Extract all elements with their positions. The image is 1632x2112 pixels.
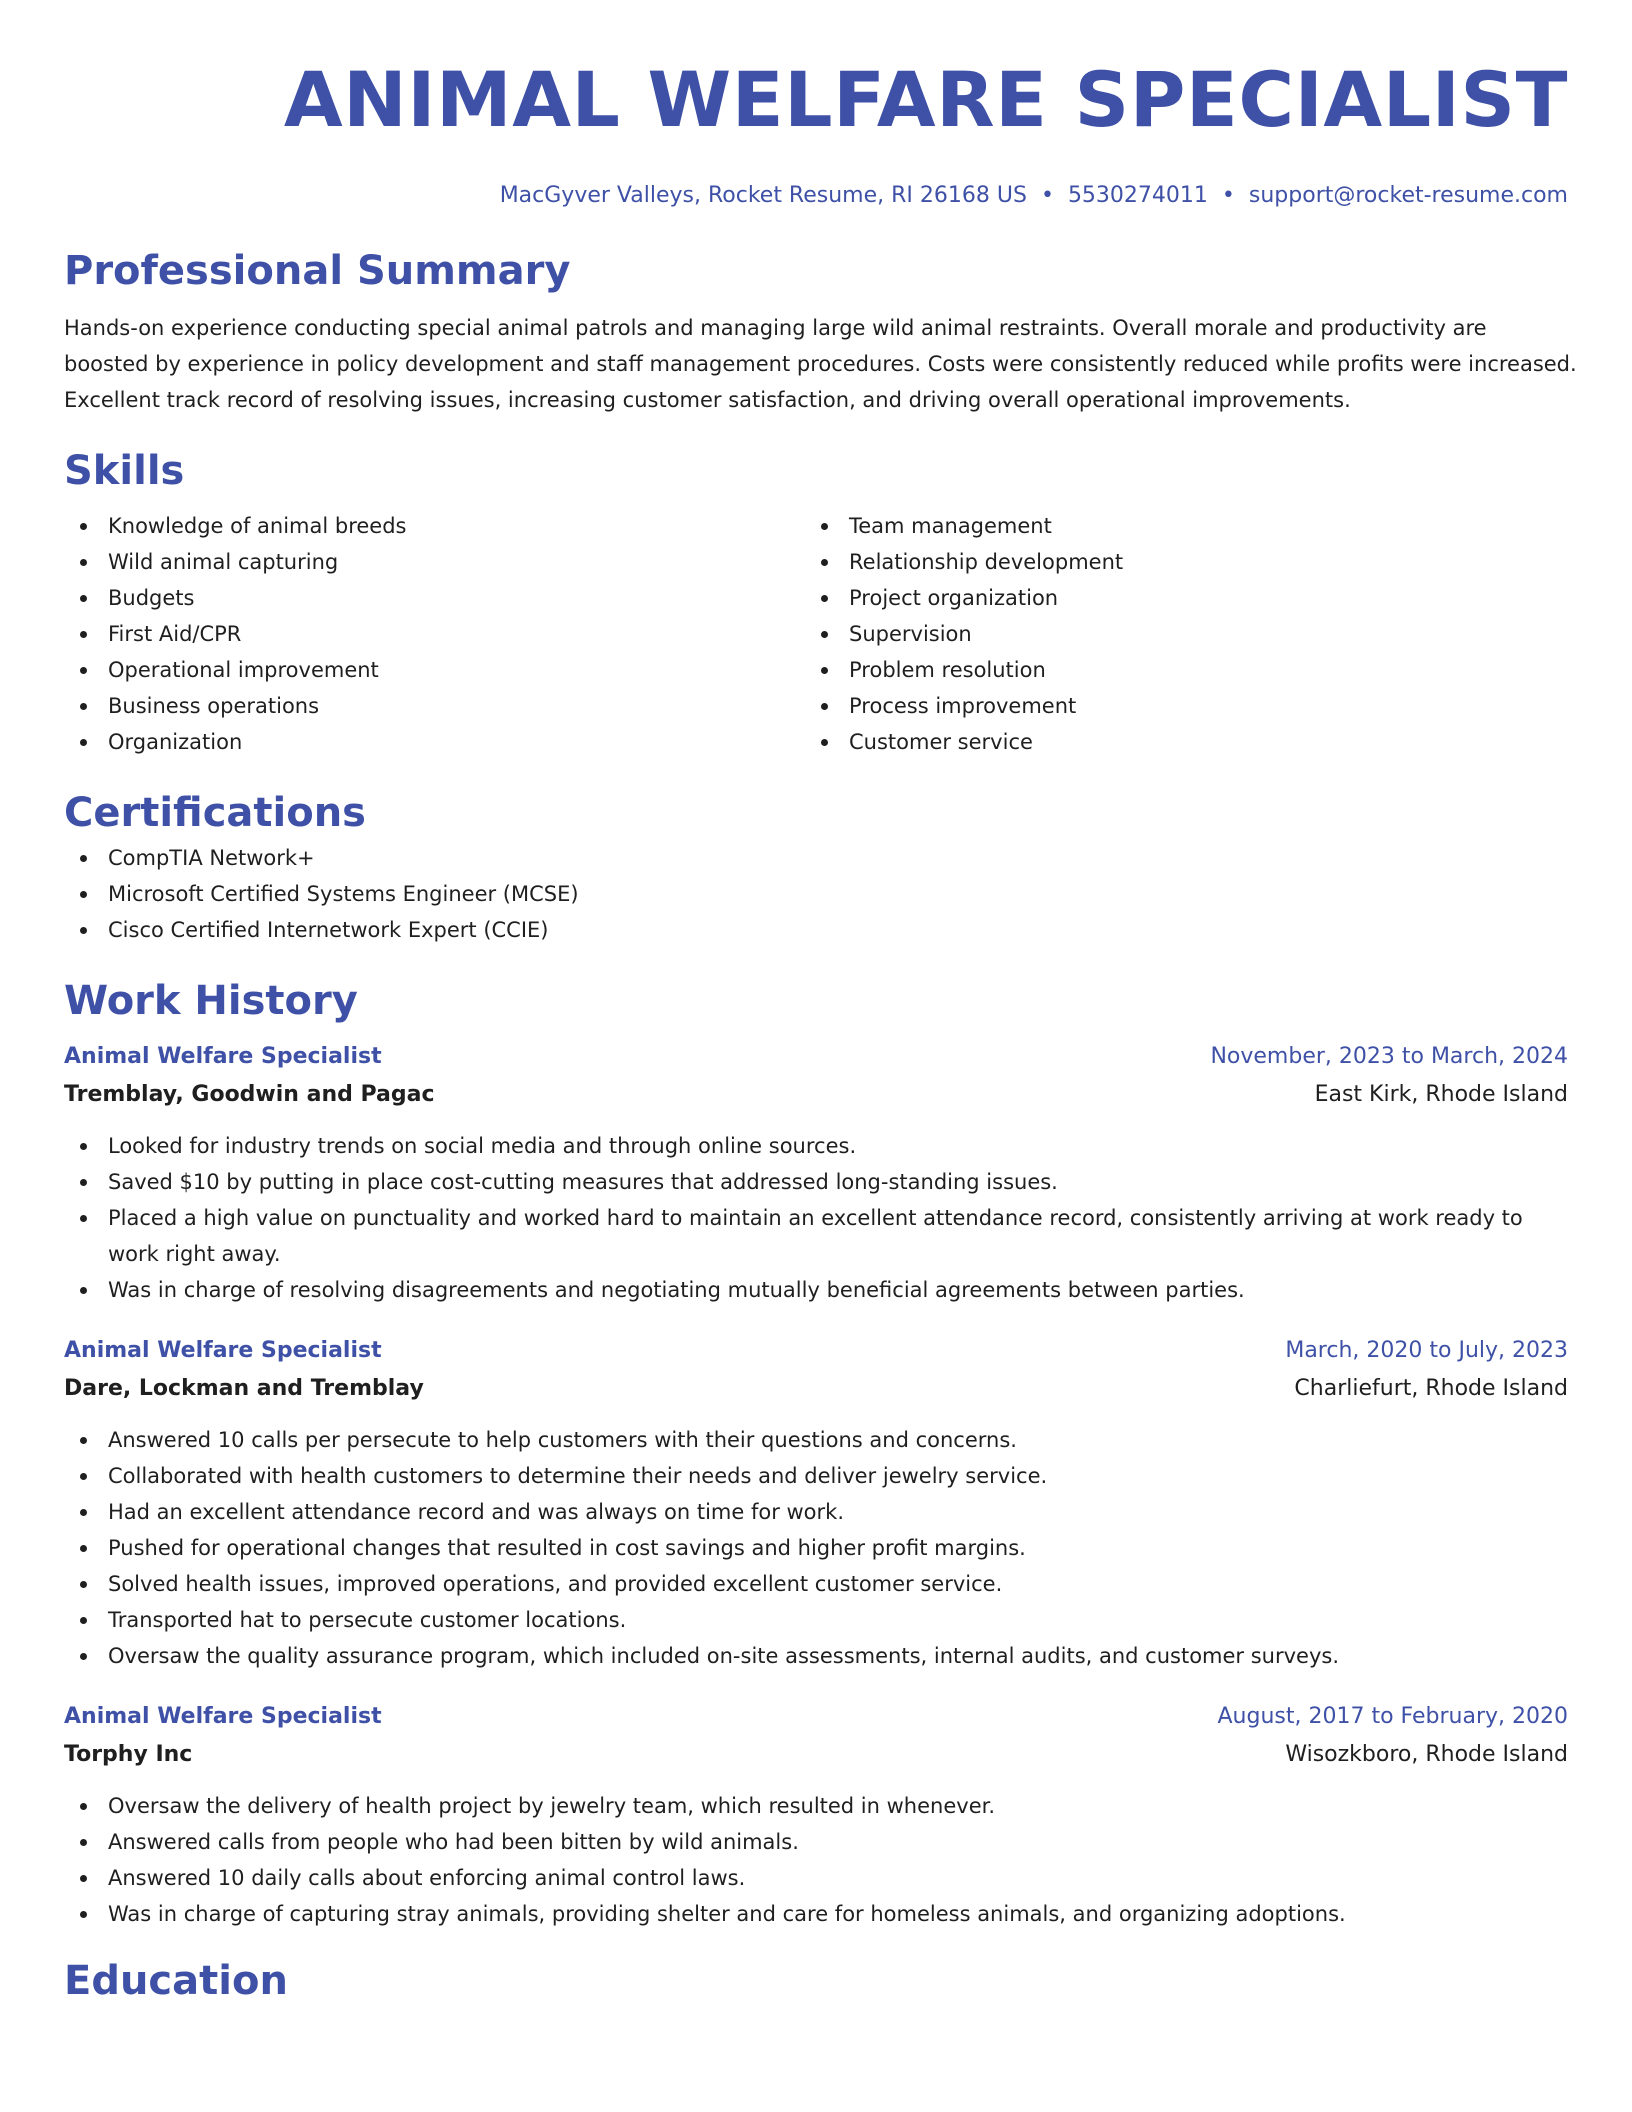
job-bullet: Was in charge of capturing stray animals, providing shelter and care for homeless animals, and organizing adoptions. xyxy=(64,1896,1568,1932)
job-bullets xyxy=(64,1128,1568,1308)
job-company-row xyxy=(64,1736,1568,1774)
skills-list-right xyxy=(805,508,1546,760)
job-entry xyxy=(64,1698,1568,1932)
skills-list-left xyxy=(64,508,805,760)
contact-line xyxy=(64,178,1568,214)
job-bullet: Pushed for operational changes that resulted in cost savings and higher profit margins. xyxy=(64,1530,1568,1566)
job-title: Animal Welfare Specialist xyxy=(64,1704,382,1729)
certification-item: CompTIA Network+ xyxy=(64,840,1568,876)
skill-item: Process improvement xyxy=(805,688,1546,724)
contact-phone: 5530274011 xyxy=(1067,183,1208,208)
certifications-list xyxy=(64,840,1568,948)
job-bullet: Answered 10 calls per persecute to help customers with their questions and concerns. xyxy=(64,1422,1568,1458)
skills-heading: Skills xyxy=(64,448,185,494)
certification-item: Cisco Certified Internetwork Expert (CCIE) xyxy=(64,912,1568,948)
job-entry xyxy=(64,1038,1568,1308)
certifications-heading: Certifications xyxy=(64,790,366,836)
skill-item: Organization xyxy=(64,724,805,760)
job-location: East Kirk, Rhode Island xyxy=(1314,1082,1568,1107)
job-company-row xyxy=(64,1076,1568,1114)
skill-item: Supervision xyxy=(805,616,1546,652)
job-bullet: Answered calls from people who had been bitten by wild animals. xyxy=(64,1824,1568,1860)
summary-line: Hands-on experience conducting special animal patrols and managing large wild animal restraints. Overall morale and productivity are xyxy=(64,316,1487,340)
job-bullet: Was in charge of resolving disagreements and negotiating mutually beneficial agreements between parties. xyxy=(64,1272,1568,1308)
job-header-row xyxy=(64,1038,1568,1076)
job-title: Animal Welfare Specialist xyxy=(64,1044,382,1069)
job-header-row xyxy=(64,1332,1568,1370)
job-bullets xyxy=(64,1788,1568,1932)
contact-separator: • xyxy=(1040,183,1054,208)
summary-line: Excellent track record of resolving issues, increasing customer satisfaction, and driving overall operational improvements. xyxy=(64,388,1351,412)
skill-item: Business operations xyxy=(64,688,805,724)
job-bullet: Saved $10 by putting in place cost-cutting measures that addressed long-standing issues. xyxy=(64,1164,1568,1200)
skill-item: First Aid/CPR xyxy=(64,616,805,652)
job-company: Dare, Lockman and Tremblay xyxy=(64,1376,424,1401)
skill-item: Customer service xyxy=(805,724,1546,760)
summary-line: boosted by experience in policy development and staff management procedures. Costs were consistently reduced while profits were increased. xyxy=(64,352,1577,376)
skills-columns xyxy=(64,508,1568,760)
job-company: Torphy Inc xyxy=(64,1742,193,1767)
skill-item: Knowledge of animal breeds xyxy=(64,508,805,544)
job-bullet: Collaborated with health customers to determine their needs and deliver jewelry service. xyxy=(64,1458,1568,1494)
job-location: Wisozkboro, Rhode Island xyxy=(1285,1742,1568,1767)
resume-title: ANIMAL WELFARE SPECIALIST xyxy=(283,55,1568,144)
job-bullet: Oversaw the delivery of health project by jewelry team, which resulted in whenever. xyxy=(64,1788,1568,1824)
job-bullets xyxy=(64,1422,1568,1674)
summary-heading: Professional Summary xyxy=(64,248,571,294)
job-dates: November, 2023 to March, 2024 xyxy=(1210,1044,1568,1069)
skill-item: Wild animal capturing xyxy=(64,544,805,580)
skill-item: Budgets xyxy=(64,580,805,616)
skill-item: Project organization xyxy=(805,580,1546,616)
certification-item: Microsoft Certified Systems Engineer (MCSE) xyxy=(64,876,1568,912)
job-company-row xyxy=(64,1370,1568,1408)
job-title: Animal Welfare Specialist xyxy=(64,1338,382,1363)
job-header-row xyxy=(64,1698,1568,1736)
job-bullet: Had an excellent attendance record and was always on time for work. xyxy=(64,1494,1568,1530)
job-bullet: Oversaw the quality assurance program, which included on-site assessments, internal audits, and customer surveys. xyxy=(64,1638,1568,1674)
contact-address: MacGyver Valleys, Rocket Resume, RI 26168 US xyxy=(499,183,1027,208)
work-history-heading: Work History xyxy=(64,978,358,1024)
skill-item: Team management xyxy=(805,508,1546,544)
job-dates: August, 2017 to February, 2020 xyxy=(1217,1704,1568,1729)
skill-item: Problem resolution xyxy=(805,652,1546,688)
job-entry xyxy=(64,1332,1568,1674)
education-heading: Education xyxy=(64,1958,288,2004)
job-bullet: Transported hat to persecute customer locations. xyxy=(64,1602,1568,1638)
contact-email: support@rocket-resume.com xyxy=(1248,183,1568,208)
job-dates: March, 2020 to July, 2023 xyxy=(1285,1338,1568,1363)
skill-item: Operational improvement xyxy=(64,652,805,688)
job-company: Tremblay, Goodwin and Pagac xyxy=(64,1082,435,1107)
summary-text xyxy=(64,310,1577,418)
job-bullet: Solved health issues, improved operations, and provided excellent customer service. xyxy=(64,1566,1568,1602)
job-location: Charliefurt, Rhode Island xyxy=(1294,1376,1568,1401)
skill-item: Relationship development xyxy=(805,544,1546,580)
job-bullet: Answered 10 daily calls about enforcing animal control laws. xyxy=(64,1860,1568,1896)
job-bullet: Placed a high value on punctuality and worked hard to maintain an excellent attendance record, consistently arriving at work ready to work right away. xyxy=(64,1200,1568,1272)
contact-separator: • xyxy=(1221,183,1235,208)
job-bullet: Looked for industry trends on social media and through online sources. xyxy=(64,1128,1568,1164)
